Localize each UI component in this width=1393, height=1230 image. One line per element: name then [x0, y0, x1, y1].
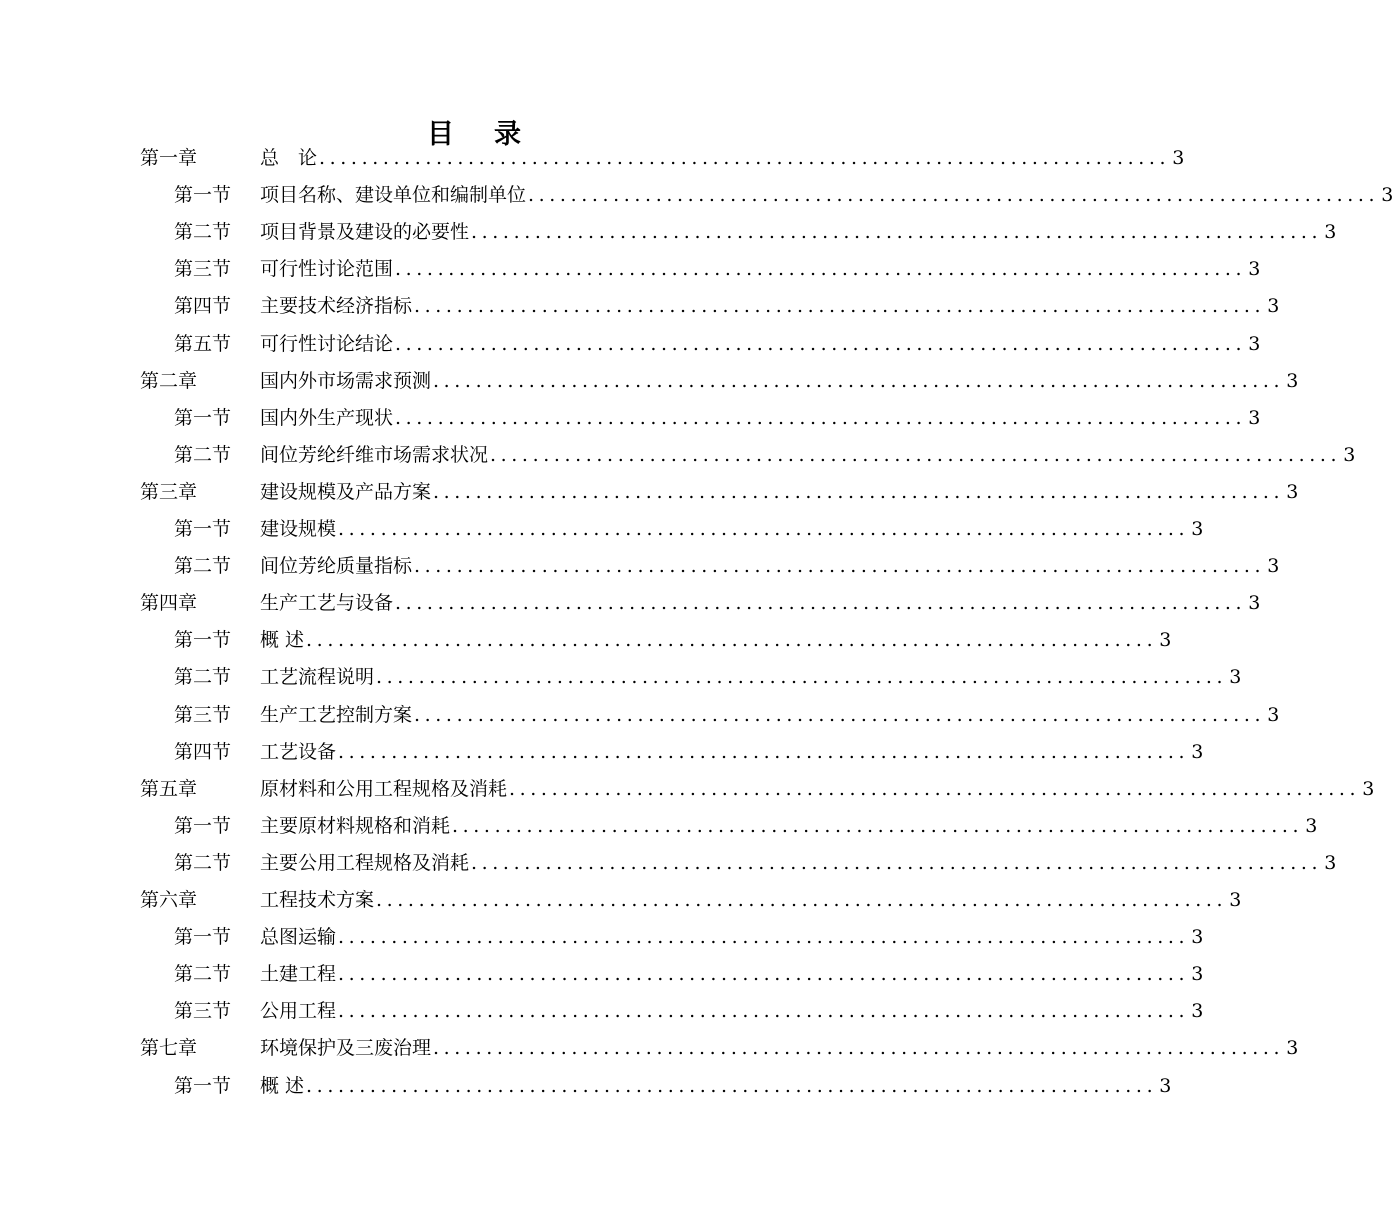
dot-leader: ................................................................................	[433, 369, 1285, 392]
toc-entry-title: 间位芳纶质量指标	[260, 555, 413, 578]
toc-entry-page-number: 3	[1248, 258, 1261, 281]
toc-entry-label: 第二节	[174, 851, 232, 874]
toc-title-char-1: 目	[427, 119, 456, 150]
toc-entry-label: 第三节	[174, 1000, 232, 1023]
toc-entry-label: 第二节	[174, 666, 232, 689]
toc-entry-section[interactable]	[174, 1068, 1172, 1105]
toc-entry-page-number: 3	[1159, 629, 1172, 652]
dot-leader: ................................................................................	[471, 221, 1323, 244]
dot-leader: ................................................................................	[528, 184, 1380, 207]
toc-entry-section[interactable]	[174, 288, 1280, 325]
toc-entry-label: 第一节	[174, 629, 232, 652]
dot-leader: ................................................................................	[338, 926, 1190, 949]
toc-entry-section[interactable]	[174, 845, 1337, 882]
toc-entry-section[interactable]	[174, 919, 1204, 956]
dot-leader: ................................................................................	[338, 1000, 1190, 1023]
dot-leader: ................................................................................	[319, 147, 1171, 169]
toc-entry-page-number: 3	[1229, 666, 1242, 689]
dot-leader: ................................................................................	[433, 480, 1285, 503]
toc-entry-label: 第四节	[174, 740, 232, 763]
dot-leader: ................................................................................	[395, 592, 1247, 615]
toc-entry-page-number: 3	[1229, 889, 1242, 911]
toc-entry-title: 项目名称、建设单位和编制单位	[260, 184, 527, 207]
dot-leader: ................................................................................	[376, 889, 1228, 911]
toc-entry-title: 工艺流程说明	[260, 666, 375, 689]
toc-entry-section[interactable]	[174, 956, 1204, 993]
toc-entry-title: 工艺设备	[260, 740, 337, 763]
toc-entry-page-number: 3	[1324, 221, 1337, 244]
toc-entry-title: 环境保护及三废治理	[260, 1037, 432, 1060]
toc-entry-section[interactable]	[174, 548, 1280, 585]
toc-entry-title: 主要技术经济指标	[260, 295, 413, 318]
toc-entry-page-number: 3	[1191, 1000, 1204, 1023]
dot-leader: ................................................................................	[414, 555, 1266, 578]
toc-entry-label: 第三章	[140, 480, 198, 503]
toc-entry-title: 建设规模及产品方案	[260, 480, 432, 503]
toc-entry-section[interactable]	[174, 734, 1204, 771]
toc-entry-page-number: 3	[1267, 295, 1280, 318]
dot-leader: ................................................................................	[490, 443, 1342, 466]
toc-entry-title: 生产工艺与设备	[260, 592, 394, 615]
toc-entry-title: 概 述	[260, 1074, 305, 1097]
toc-entry-label: 第五节	[174, 332, 232, 355]
toc-entry-title: 总图运输	[260, 926, 337, 949]
toc-entry-title: 可行性讨论范围	[260, 258, 394, 281]
toc-entry-page-number: 3	[1191, 926, 1204, 949]
toc-entry-title: 国内外市场需求预测	[260, 369, 432, 392]
toc-entry-section[interactable]	[174, 326, 1261, 363]
toc-entry-title: 主要原材料规格和消耗	[260, 814, 451, 837]
dot-leader: ................................................................................	[306, 1074, 1158, 1097]
toc-entry-page-number: 3	[1324, 851, 1337, 874]
dot-leader: ................................................................................	[414, 703, 1266, 726]
toc-entry-page-number: 3	[1191, 518, 1204, 540]
dot-leader: ................................................................................	[509, 777, 1361, 800]
toc-entry-chapter[interactable]	[140, 363, 1299, 400]
toc-entry-page-number: 3	[1381, 184, 1393, 207]
toc-entry-section[interactable]	[174, 993, 1204, 1030]
dot-leader: ................................................................................	[395, 258, 1247, 281]
toc-entry-page-number: 3	[1267, 703, 1280, 726]
toc-entry-section[interactable]	[174, 400, 1261, 437]
dot-leader: ................................................................................	[395, 406, 1247, 429]
toc-title-char-2: 录	[494, 119, 523, 150]
toc-entry-label: 第一节	[174, 926, 232, 949]
toc-entry-label: 第一节	[174, 814, 232, 837]
toc-entry-page-number: 3	[1191, 740, 1204, 763]
toc-entry-label: 第四章	[140, 592, 198, 615]
toc-entry-title: 工程技术方案	[260, 889, 375, 911]
toc-entry-section[interactable]	[174, 437, 1356, 474]
dot-leader: ................................................................................	[414, 295, 1266, 318]
dot-leader: ................................................................................	[306, 629, 1158, 652]
toc-entry-section[interactable]	[174, 697, 1280, 734]
toc-entry-page-number: 3	[1305, 814, 1318, 837]
toc-entry-section[interactable]	[174, 214, 1337, 251]
toc-entry-title: 可行性讨论结论	[260, 332, 394, 355]
toc-entry-page-number: 3	[1172, 147, 1185, 169]
toc-entry-section[interactable]	[174, 622, 1172, 659]
toc-entry-title: 项目背景及建设的必要性	[260, 221, 470, 244]
toc-entry-label: 第六章	[140, 889, 198, 911]
dot-leader: ................................................................................	[452, 814, 1304, 837]
toc-entry-label: 第二节	[174, 555, 232, 578]
toc-entry-label: 第四节	[174, 295, 232, 318]
toc-entry-title: 总 论	[260, 147, 318, 169]
toc-entry-label: 第一节	[174, 184, 232, 207]
dot-leader: ................................................................................	[338, 740, 1190, 763]
dot-leader: ................................................................................	[433, 1037, 1285, 1060]
toc-entry-label: 第三节	[174, 703, 232, 726]
toc-entry-page-number: 3	[1343, 443, 1356, 466]
toc-entry-label: 第二节	[174, 963, 232, 986]
toc-entry-title: 生产工艺控制方案	[260, 703, 413, 726]
toc-entry-chapter[interactable]	[140, 140, 1185, 177]
toc-entry-label: 第一节	[174, 518, 232, 540]
toc-entry-section[interactable]	[174, 251, 1261, 288]
toc-entry-label: 第一章	[140, 147, 198, 169]
dot-leader: ................................................................................	[471, 851, 1323, 874]
toc-entry-label: 第三节	[174, 258, 232, 281]
toc-entry-page-number: 3	[1159, 1074, 1172, 1097]
toc-entry-title: 公用工程	[260, 1000, 337, 1023]
toc-entry-section[interactable]	[174, 511, 1204, 548]
toc-entry-section[interactable]	[174, 808, 1318, 845]
toc-entry-chapter[interactable]	[140, 1030, 1299, 1067]
dot-leader: ................................................................................	[338, 963, 1190, 986]
toc-entry-label: 第二节	[174, 221, 232, 244]
toc-entry-chapter[interactable]	[140, 771, 1375, 808]
toc-entry-label: 第一节	[174, 406, 232, 429]
toc-entry-label: 第一节	[174, 1074, 232, 1097]
toc-entry-title: 建设规模	[260, 518, 337, 540]
toc-entry-title: 土建工程	[260, 963, 337, 986]
toc-entry-section[interactable]	[174, 659, 1242, 696]
toc-entry-section[interactable]	[174, 177, 1393, 214]
toc-entry-page-number: 3	[1286, 1037, 1299, 1060]
toc-entry-chapter[interactable]	[140, 474, 1299, 511]
toc-entry-page-number: 3	[1191, 963, 1204, 986]
dot-leader: ................................................................................	[338, 518, 1190, 540]
toc-entry-label: 第七章	[140, 1037, 198, 1060]
dot-leader: ................................................................................	[395, 332, 1247, 355]
toc-entry-page-number: 3	[1248, 332, 1261, 355]
toc-entry-title: 原材料和公用工程规格及消耗	[260, 777, 508, 800]
toc-entry-title: 间位芳纶纤维市场需求状况	[260, 443, 489, 466]
toc-entry-title: 国内外生产现状	[260, 406, 394, 429]
toc-entry-page-number: 3	[1286, 369, 1299, 392]
toc-entry-page-number: 3	[1248, 592, 1261, 615]
toc-entry-page-number: 3	[1248, 406, 1261, 429]
toc-entry-label: 第五章	[140, 777, 198, 800]
toc-entry-label: 第二章	[140, 369, 198, 392]
toc-entry-page-number: 3	[1286, 480, 1299, 503]
toc-entry-title: 概 述	[260, 629, 305, 652]
dot-leader: ................................................................................	[376, 666, 1228, 689]
toc-entry-chapter[interactable]	[140, 882, 1242, 919]
toc-entry-chapter[interactable]	[140, 585, 1261, 622]
toc-entry-title: 主要公用工程规格及消耗	[260, 851, 470, 874]
toc-entry-label: 第二节	[174, 443, 232, 466]
toc-entry-page-number: 3	[1362, 777, 1375, 800]
toc-entry-page-number: 3	[1267, 555, 1280, 578]
